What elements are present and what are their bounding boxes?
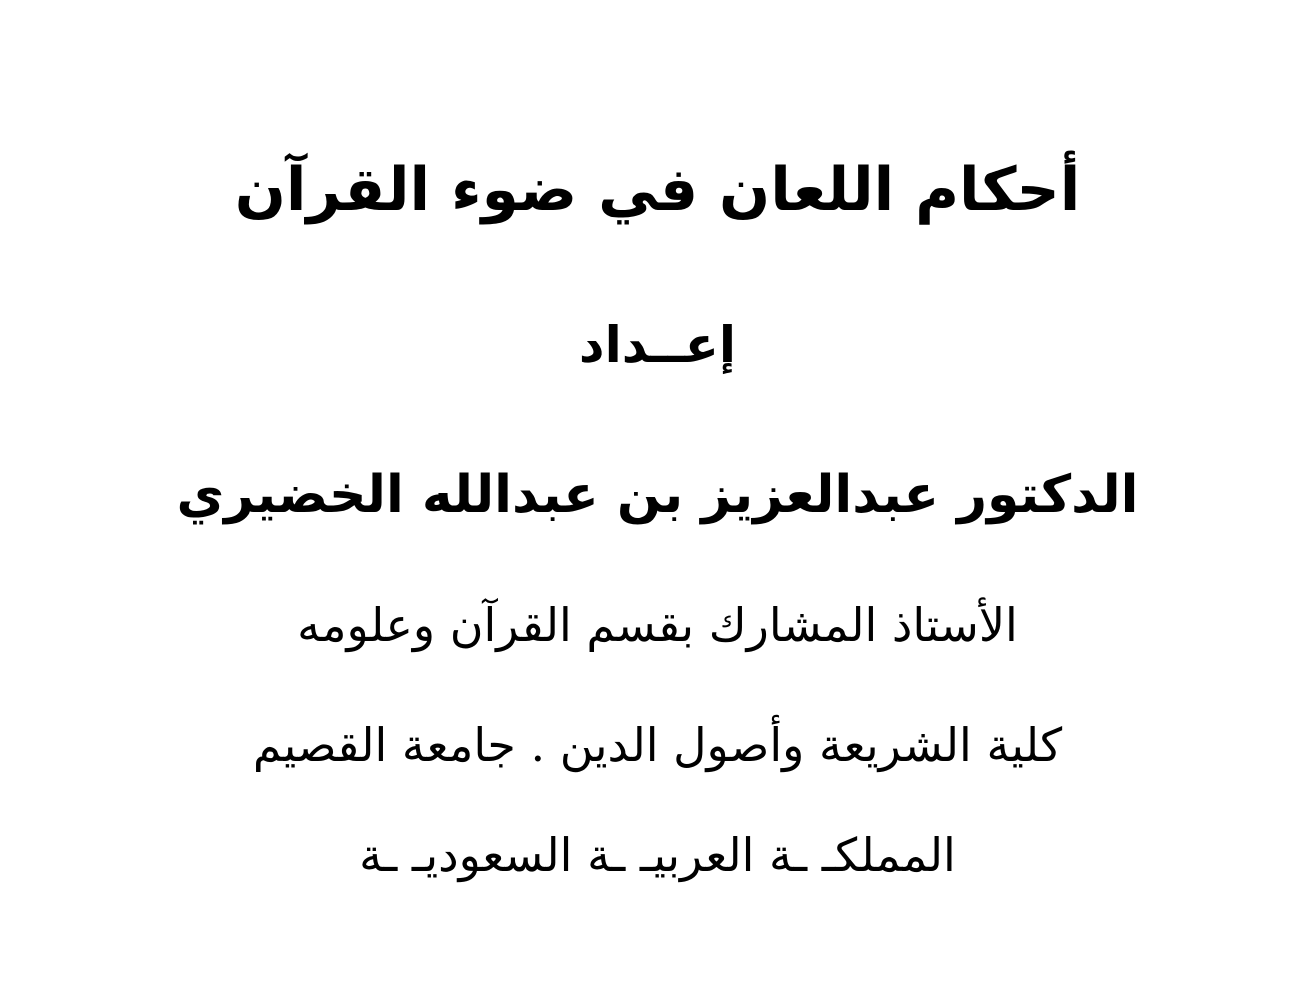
prepared-by-label: إعــداد	[578, 316, 737, 374]
country-name: المملكـ ـة العربيـ ـة السعوديـ ـة	[359, 828, 956, 882]
author-name: الدكتور عبدالعزيز بن عبدالله الخضيري	[176, 465, 1139, 525]
author-position: الأستاذ المشارك بقسم القرآن وعلومه	[297, 598, 1018, 652]
document-title: أحكام اللعان في ضوء القرآن	[234, 155, 1081, 225]
college-university: كلية الشريعة وأصول الدين . جامعة القصيم	[252, 718, 1063, 772]
